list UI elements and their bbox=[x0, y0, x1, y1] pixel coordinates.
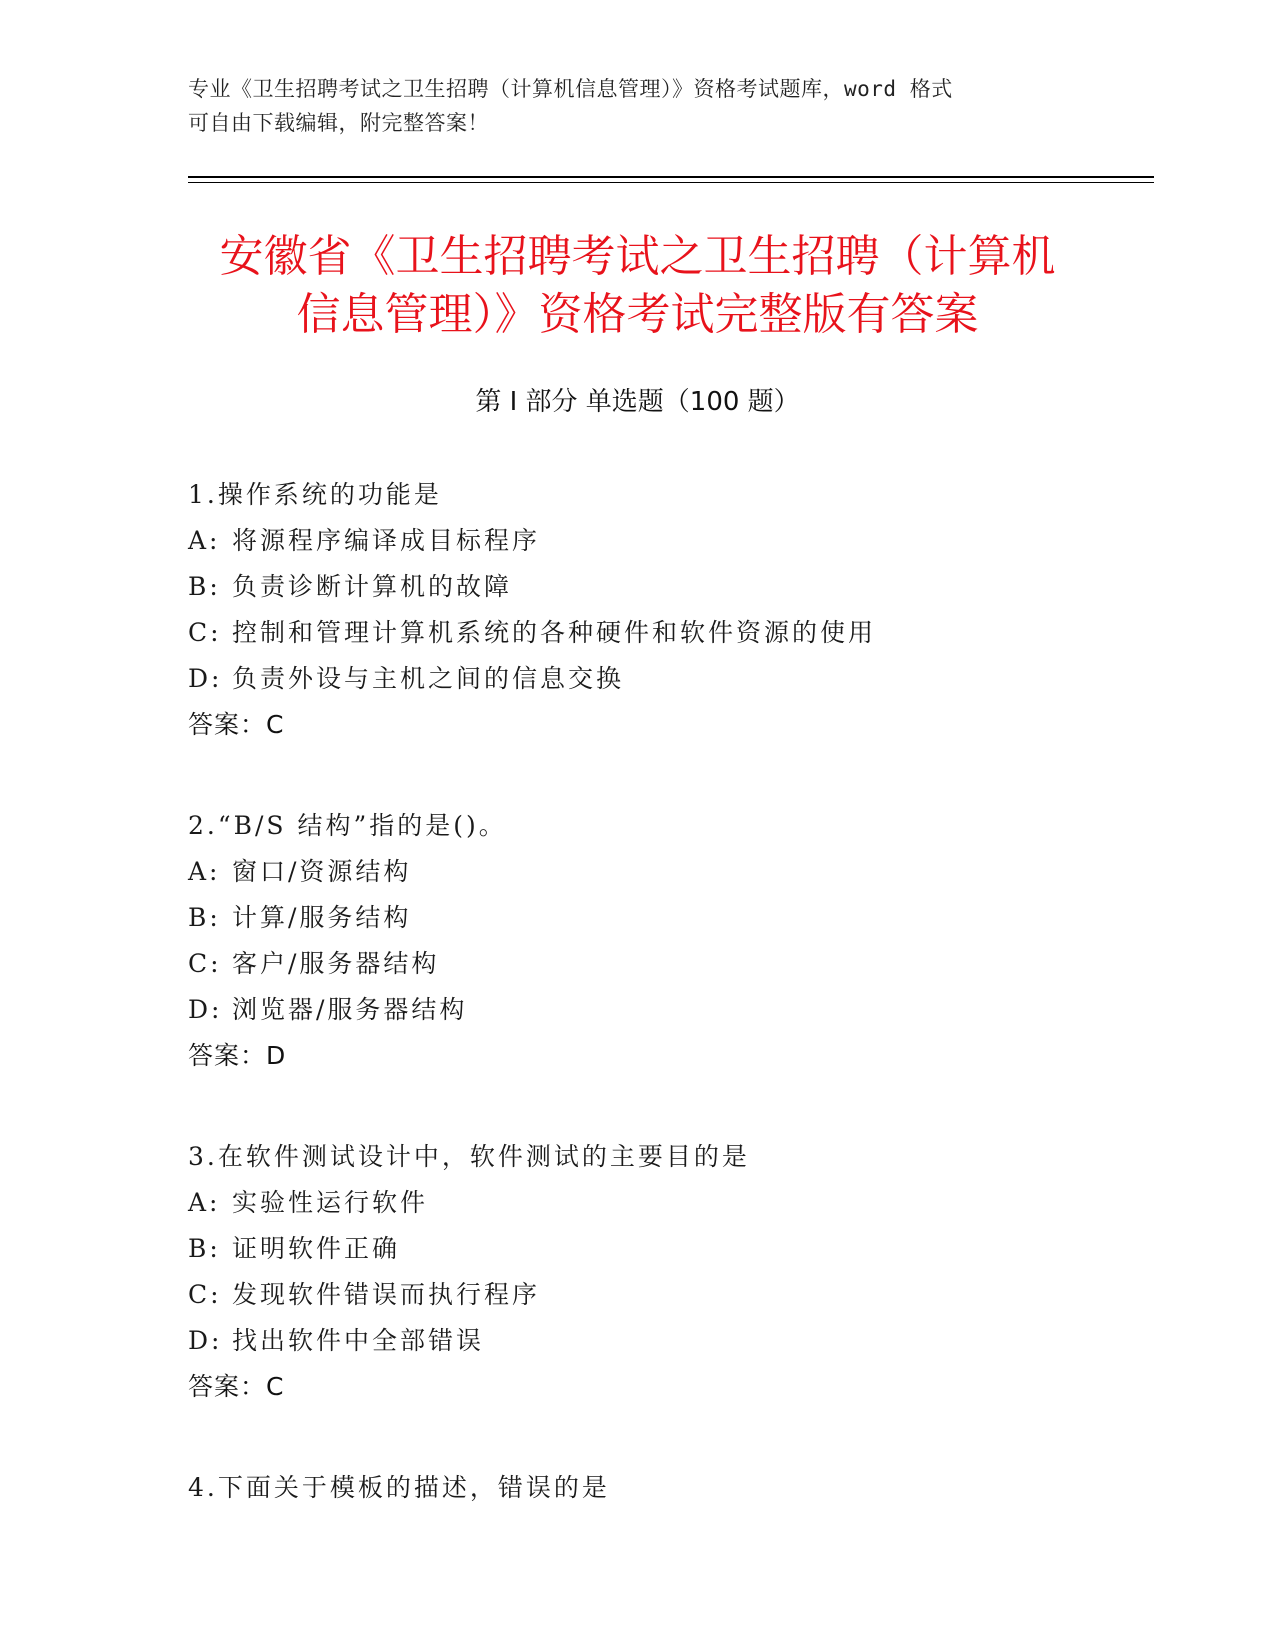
option-text: 实验性运行软件 bbox=[232, 1188, 429, 1217]
option-b bbox=[188, 1226, 1148, 1272]
question-3 bbox=[188, 1134, 1148, 1410]
option-key: C: bbox=[188, 949, 222, 978]
option-key: A: bbox=[188, 526, 221, 555]
header-rule-thick bbox=[188, 176, 1154, 178]
document-title bbox=[130, 228, 1145, 344]
option-c bbox=[188, 1272, 1148, 1318]
option-key: B: bbox=[188, 903, 221, 932]
option-c bbox=[188, 941, 1148, 987]
option-key: C: bbox=[188, 618, 222, 647]
option-d bbox=[188, 656, 1148, 702]
question-stem: 2.“B/S 结构”指的是()。 bbox=[188, 811, 507, 840]
answer-line: 答案：D bbox=[188, 1041, 287, 1070]
option-key: D: bbox=[188, 664, 223, 693]
document-title-line-1: 安徽省《卫生招聘考试之卫生招聘（计算机 bbox=[219, 231, 1056, 282]
option-text: 负责外设与主机之间的信息交换 bbox=[232, 664, 625, 693]
question-stem: 1.操作系统的功能是 bbox=[188, 480, 442, 509]
header-note bbox=[188, 72, 1068, 140]
question-stem: 3.在软件测试设计中，软件测试的主要目的是 bbox=[188, 1142, 750, 1171]
option-c bbox=[188, 610, 1148, 656]
option-text: 客户/服务器结构 bbox=[232, 949, 440, 978]
question-1 bbox=[188, 472, 1148, 748]
answer-line: 答案：C bbox=[188, 1372, 285, 1401]
option-text: 浏览器/服务器结构 bbox=[232, 995, 468, 1024]
question-stem: 4.下面关于模板的描述，错误的是 bbox=[188, 1473, 610, 1502]
header-rule-thin bbox=[188, 182, 1154, 183]
option-a bbox=[188, 518, 1148, 564]
option-text: 负责诊断计算机的故障 bbox=[232, 572, 513, 601]
question-4 bbox=[188, 1465, 1148, 1511]
option-key: C: bbox=[188, 1280, 222, 1309]
question-2 bbox=[188, 803, 1148, 1079]
option-key: B: bbox=[188, 1234, 221, 1263]
option-key: D: bbox=[188, 1326, 223, 1355]
document-title-line-2: 信息管理）》资格考试完整版有答案 bbox=[296, 289, 979, 340]
option-text: 窗口/资源结构 bbox=[232, 857, 412, 886]
option-text: 证明软件正确 bbox=[232, 1234, 401, 1263]
option-d bbox=[188, 987, 1148, 1033]
question-list bbox=[188, 472, 1148, 1566]
option-key: A: bbox=[188, 857, 221, 886]
option-a bbox=[188, 1180, 1148, 1226]
option-key: B: bbox=[188, 572, 221, 601]
option-b bbox=[188, 564, 1148, 610]
header-note-line-2: 可自由下载编辑，附完整答案！ bbox=[188, 111, 489, 135]
section-title: 第 I 部分 单选题（100 题） bbox=[475, 387, 800, 417]
option-d bbox=[188, 1318, 1148, 1364]
option-key: A: bbox=[188, 1188, 221, 1217]
option-text: 找出软件中全部错误 bbox=[232, 1326, 485, 1355]
option-b bbox=[188, 895, 1148, 941]
answer-line: 答案：C bbox=[188, 710, 285, 739]
option-key: D: bbox=[188, 995, 223, 1024]
option-text: 发现软件错误而执行程序 bbox=[232, 1280, 541, 1309]
option-text: 计算/服务结构 bbox=[232, 903, 412, 932]
option-text: 控制和管理计算机系统的各种硬件和软件资源的使用 bbox=[232, 618, 877, 647]
option-a bbox=[188, 849, 1148, 895]
option-text: 将源程序编译成目标程序 bbox=[232, 526, 541, 555]
header-note-line-1: 专业《卫生招聘考试之卫生招聘（计算机信息管理）》资格考试题库，word 格式 bbox=[188, 77, 953, 101]
